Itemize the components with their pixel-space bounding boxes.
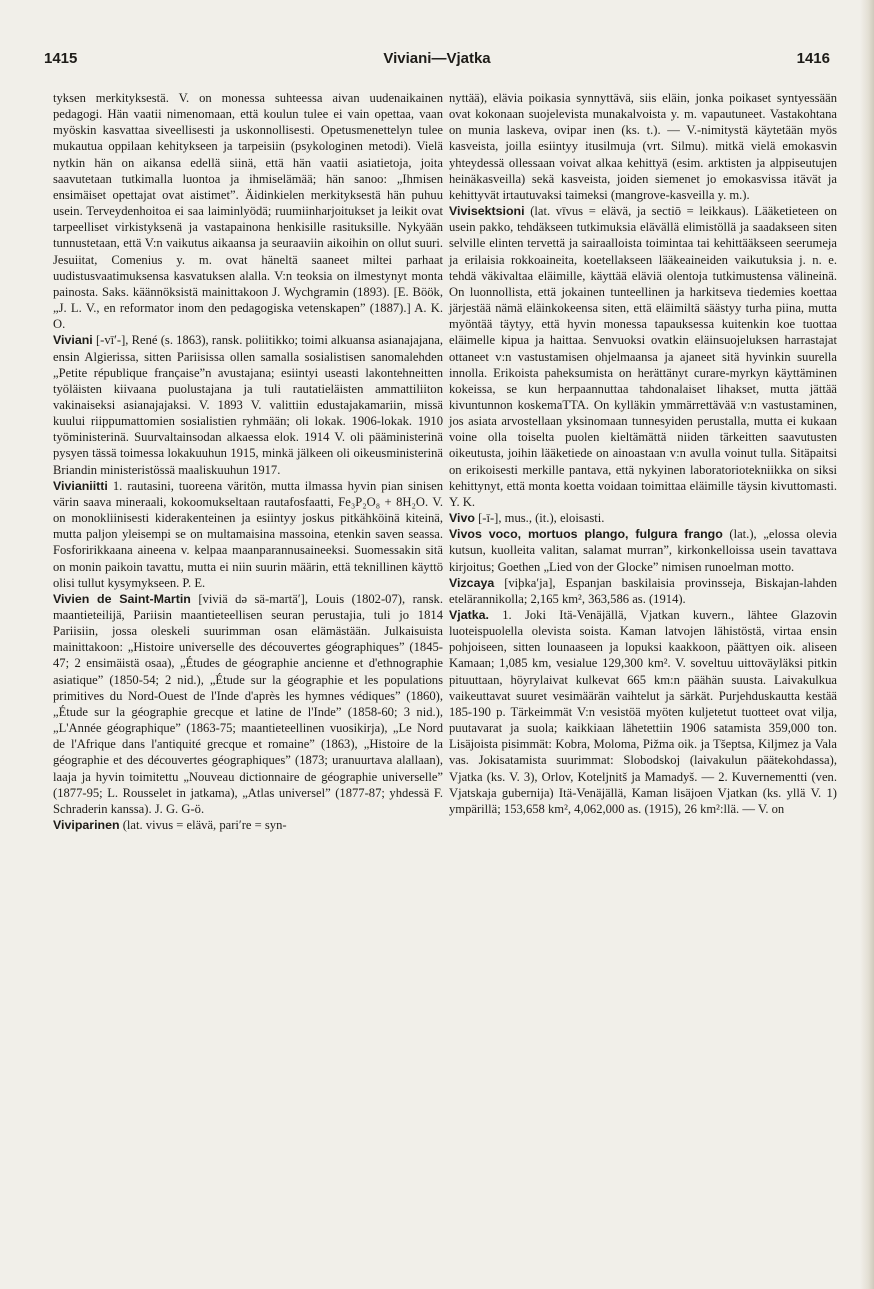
entry-text: [viviä də sä-martä′], Louis (1802-07), ransk. maantieteilijä, Pariisin maantieteellisen seuran perustajia, tuli jo 1814 Pariisiin, jossa oleskeli suurimman osan elämästään. Julkaisuista mainittakoon: „Histoire universelle des découvertes géographiques” (1845-47; 2 ensimäistä osaa), „Études de géographie ancienne et d'ethnographie asiatique” (1850-54; 2 nid.), „Étude sur la géographie et les populations primitives du Nord-Ouest de l'Inde d'après les hymnes védiques” (1860), „Étude sur la géographie grecque et latine de l'Inde” (1858-60; 3 nid.), „L'Année géographique” (1863-75; maantieteellinen vuosikirja), „Le Nord de l'Afrique dans l'antiquité grecque et romaine” (1863), „Histoire de la géographie et des découvertes géographiques” (1873; uranuurtava alallaan), laaja ja hyvin toimitettu „Nouveau dictionnaire de géographie universelle” (1877-95; L. Rousselet in jatkama), „Atlas universel” (1877-87; yhdessä F. Schraderin kanssa). J. G. G-ö. bbox=[53, 591, 443, 816]
entry-headword: Vivos voco, mortuos plango, fulgura frango bbox=[449, 527, 723, 542]
entry-vivos-voco bbox=[449, 526, 837, 574]
entry-text: tyksen merkityksestä. V. on monessa suhteessa aivan uudenaikainen pedagogi. Hän vaatii nimenomaan, että koulun tulee ei vain opettaa, vaan myöskin kasvattaa siveellisesti ja uskonnollisesti. Opetusmenettelyn tulee mukautua oppilaan kehitykseen ja tarpeisiin (psykologinen metodi). Vielä nytkin hän on aikansa edellä siinä, että hän vaatii asiatietoja, joita saavutetaan tutkimalla luontoa ja ihmiselämää; hän sanoo: „Ihmisen ensimäiset opettajat ovat aistimet”. Äidinkielen merkityksestä hän puhuu usein. Terveydenhoitoa ei saa laiminlyödä; ruumiinharjoitukset ja leikit ovat tarpeelliset virkistyksenä ja vastapainona henkisille rasituksille. Nykyään tunnustetaan, että V:n vaikutus aikaansa ja seuraaviin aikoihin on ollut suuri. Jesuiitat, Comenius y. m. ovat häneltä saaneet miltei parhaat uudistusvaatimuksensa kasvatuksen alalla. V:n teoksia on ilmestynyt monta painosta. Saks. käännöksistä mainittakoon J. Wychgramin (1893). [E. Böök, „J. L. V., en reformator inom den pedagogiska vetenskapen” (1887).] A. K. O. bbox=[53, 91, 443, 332]
entry-text: [-ī-], mus., (it.), eloisasti. bbox=[474, 511, 605, 526]
entry-text: 1. rautasini, tuoreena väritön, mutta ilmassa hyvin pian sinisen värin saava mineraali, kokoomukseltaan rautafosfaatti, Fe₃P₂O₈ + 8H₂O. V. on monokliinisesti kiderakenteinen ja esiintyy joskus pitkähköinä kiteinä, mutta paljon yleisempi se on multamaisina massoina, etenkin saven seassa. Fosforirikkaana aineena v. kelpaa maanparannusaineeksi. Suomessakin sitä on monin paikoin tavattu, mutta ei niin suurin määrin, että teknillinen käyttö olisi tullut kysymykseen. P. E. bbox=[53, 478, 443, 590]
entry-text: [viþka′ja], Espanjan baskilaisia provinsseja, Biskajan-lahden etelärannikolla; 2,165 km², 363,586 as. (1914). bbox=[449, 575, 837, 606]
entry-text: (lat.), „elossa olevia kutsun, kuolleita valitan, salamat murran”, kirkonkelloissa usein tavattava kirjoitus; Goethen „Lied von der Glocke” nimisen runoelman motto. bbox=[449, 527, 837, 574]
entry-headword: Vjatka. bbox=[449, 608, 489, 622]
entry-headword: Viviparinen bbox=[53, 818, 120, 833]
entry-continuation bbox=[53, 90, 443, 332]
entry-viviparinen bbox=[53, 817, 443, 833]
entry-viviani bbox=[53, 332, 443, 477]
entry-vjatka bbox=[449, 607, 837, 817]
entry-text: (lat. vīvus = elävä, ja sectiō = leikkaus). Lääketieteen on usein pakko, tehdäkseen tutkimuksia elävällä elimistöllä ja saadakseen siten selville elinten tervettä ja sairaalloista toimintaa tai kehittääkseen seerumeja ja erilaisia rokkoaineita, koetellakseen lääkeaineiden vaikutuksia j. n. e. tehdä väkivaltaa eläimille, käyttää eläviä olentoja tutkimustensa välineinä. On luonnollista, että jokainen tunteellinen ja harkitseva tiedemies koettaa järjestää nämä eläinkokeensa siten, että eläimiltä säästyy turha piina, mutta myöntää täytyy, että hyvin monessa tapauksessa kuitenkin koe tuottaa eläimelle kipua ja haittaa. Senvuoksi ovatkin eläinsuojeluksen harrastajat ottaneet v:n vastustamisen ohjelmaansa ja ajaneet sitä hyvinkin suurella innolla. Erikoista paheksumista on herättänyt curare-myrkyn käyttäminen kokeissa, se kun herpaannuttaa tahdonalaiset lihakset, mutta jättää kivuntunnon koskemaTTA. On kylläkin ymmärrettävää v:n vastustaminen, jos asiata arvostellaan yksinomaan tunnesyiden perustalla, mutta ei kukaan voine olla toiselta puolen kieltämättä niiden tärkeitten saavutusten oikeutusta, joihin lääketiede on ainoastaan v:n avulla voinut tulla. Sitäpaitsi on erikoisesti merkille pantava, että nykyinen laboratoriotekniikka on siksi kehittynyt, että monta koetta voidaan toimittaa eläimille täysin kivuttomasti. Y. K. bbox=[449, 204, 837, 509]
entry-headword: Vivien de Saint-Martin bbox=[53, 591, 191, 606]
page-header bbox=[44, 50, 830, 80]
entry-text: nyttää), elävia poikasia synnyttävä, siis eläin, jonka poikaset syntyessään ovat kokonaan suojelevista munakalvoista y. m. vapautuneet. Vastakohtana on munia laskeva, ovipar inen (ks. t.). — V.-nimitystä käytetään myös kasveista, joilla esiintyy itusilmuja (vrt. Silmu). mitkä vielä emokasvin yhteydessä ollessaan voivat alkaa kehittyä (esim. arktisten ja alppiseutujen heinäkasveilla) sekä kasveista, joiden siemenet jo emokasvissa itävät ja kehittyvät irtautuvaksi taimeksi (mangrove-kasveilla y. m.). bbox=[449, 91, 837, 202]
entry-headword: Vivisektsioni bbox=[449, 204, 525, 219]
entry-text: (lat. vivus = elävä, pari′re = syn- bbox=[119, 818, 287, 833]
left-column bbox=[53, 90, 443, 833]
entry-headword: Viviani bbox=[53, 333, 93, 348]
entry-vivisektsioni bbox=[449, 203, 837, 510]
right-column bbox=[449, 90, 837, 817]
entry-headword: Vivo bbox=[449, 511, 475, 526]
left-page-number: 1415 bbox=[44, 50, 78, 67]
page-edge-shadow bbox=[860, 0, 874, 1289]
entry-continuation bbox=[449, 90, 837, 203]
entry-text: [-vī′-], René (s. 1863), ransk. poliitikko; toimi alkuansa asianajajana, ensin Algierissa, sitten Pariisissa ollen samalla sosialistisen sanomalehden „Petite république française”n avustajana; esiintyi useasti lakontehneitten työläisten kiivaana puolustajana ja tuli rautatieläisten ammattiliiton vakinaiseksi asianajajaksi. V. 1893 V. valittiin edustajakamariin, missä kuului riippumattomien sosialistien ryhmään; oli lokak. 1906-lokak. 1910 työministerinä. Suurvaltainsodan alkaessa elok. 1914 V. oli pääministerinä pysyen tässä toimessa lokakuuhun 1915, minkä jälkeen oli oikeusministerinä Briandin ministeristössä maaliskuuhun 1917. bbox=[53, 333, 443, 477]
right-page-number: 1416 bbox=[796, 50, 830, 67]
entry-vivianiitti bbox=[53, 478, 443, 591]
entry-vizcaya bbox=[449, 575, 837, 607]
entry-vivo bbox=[449, 510, 837, 526]
running-title: Viviani—Vjatka bbox=[383, 50, 491, 67]
entry-headword: Vivianiitti bbox=[53, 478, 108, 493]
entry-vivien-de-saint-martin bbox=[53, 591, 443, 817]
entry-headword: Vizcaya bbox=[449, 575, 495, 590]
entry-text: 1. Joki Itä-Venäjällä, Vjatkan kuvern., lähtee Glazovin luoteispuolella olevista soista. Kaman latvojen lähistöstä, virtaa ensin pohjoiseen, sitten lounaaseen ja lopuksi kaakkoon, päättyen oik. aliseen Kamaan; 1,085 km, vesialue 129,300 km². V. soveltuu uittoväyläksi pitkin pituuttaan, höyrylaivat kulkevat 665 km:n päähän suusta. Laivakulkua vaikeuttavat suuret vesimäärän vaihtelut ja särkät. Purjehduskautta kestää 185-190 p. Tärkeimmät V:n vesistöä myöten kuljetetut tuotteet ovat vilja, puutavarat ja suola; kaikkiaan lähetettiin 1906 satamista 359,000 ton. Lisäjoista pisimmät: Kobra, Moloma, Pižma oik. ja Tšeptsa, Kiljmez ja Vala vas. Jokisatamista suurimmat: Slobodskoj (laivakulun päätekohdassa), Vjatka (ks. V. 3), Orlov, Koteljnitš ja Mamadyš. — 2. Kuvernementti (ven. Vjatskaja gubernija) Itä-Venäjällä, Kaman lisäjoen Vjatkan (ks. yllä V. 1) ympärillä; 153,658 km², 4,062,000 as. (1915), 26 km²:llä. — V. on bbox=[449, 608, 837, 816]
